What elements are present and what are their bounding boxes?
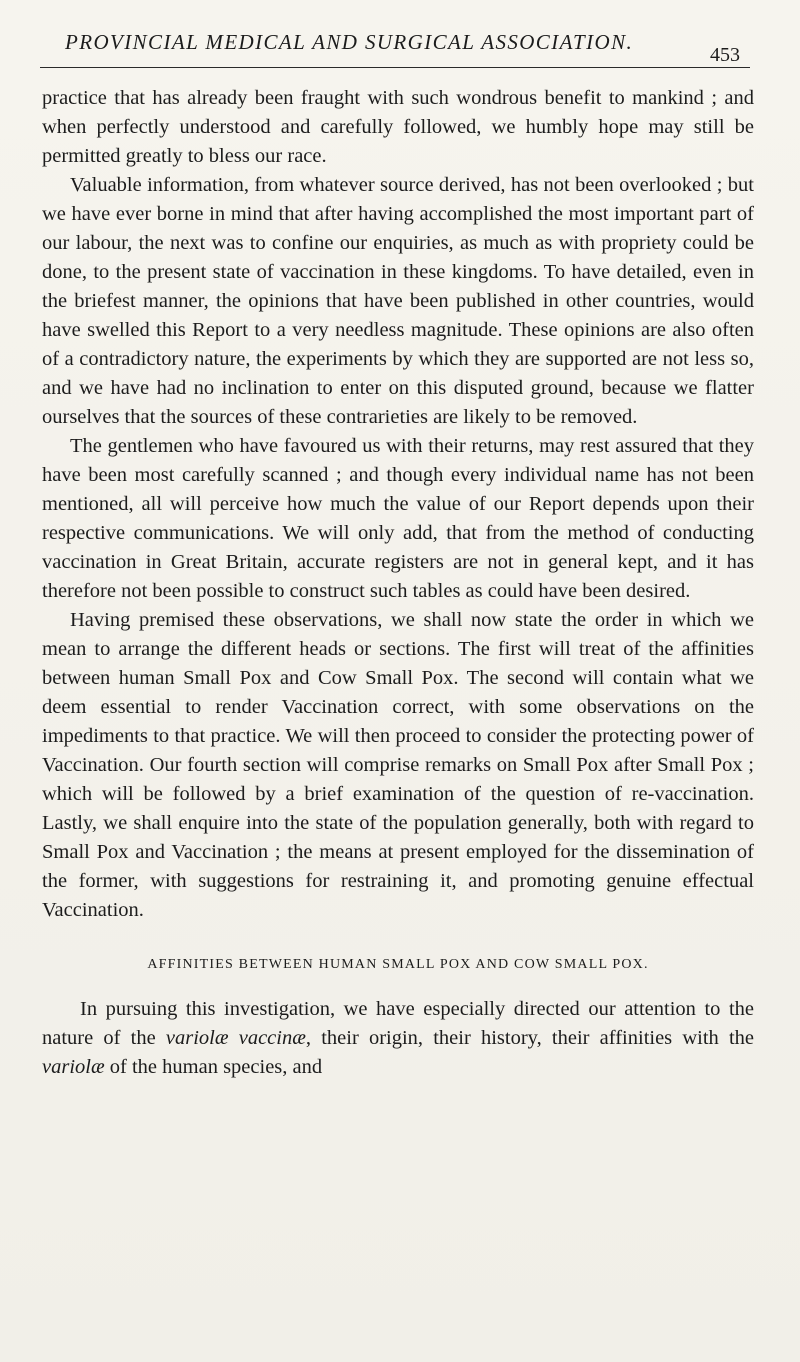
paragraph-valuable-information: Valuable information, from whatever source derived, has not been overlooked ; but we have ever borne in mind that after having accomplished the most important part of our labour, the next was to confine our enquiries, as much as with propriety could be done, to the present state of vaccination in these kingdoms. To have detailed, even in the briefest manner, the opinions that have been published in other countries, would have swelled this Report to a very needless magnitude. These opinions are also often of a contradictory nature, the experiments by which they are supported are not less so, and we have had no inclination to enter on this disputed ground, because we flatter ourselves that the sources of these contrarieties are likely to be removed. [42,174,754,428]
investigation-text-2: , their origin, their history, their affinities with the [305,1027,755,1049]
header-rule [40,67,750,68]
term-variolae: variolæ [42,1056,105,1078]
term-variolae-vaccinae: variolæ vaccinæ [165,1027,306,1049]
paragraph-continued: practice that has already been fraught with such wondrous benefit to mankind ; and when perfectly understood and carefully followed, we humbly hope may still be permitted greatly to bless our race. [42,87,754,167]
paragraph-investigation [42,995,754,1082]
investigation-text-3: of the human species, and [104,1056,323,1078]
paragraph-gentlemen-returns: The gentlemen who have favoured us with their returns, may rest assured that they have been most carefully scanned ; and though every individual name has not been mentioned, all will perceive how much the value of our Report depends upon their respective communications. We will only add, that from the method of conducting vaccination in Great Britain, accurate registers are not in general kept, and it has therefore not been possible to construct such tables as could have been desired. [42,435,754,602]
page-header [40,30,750,70]
section-heading: AFFINITIES BETWEEN HUMAN SMALL POX AND COW SMALL POX. [147,957,649,972]
body-text [42,84,754,1082]
running-title: PROVINCIAL MEDICAL AND SURGICAL ASSOCIATION. [65,30,634,54]
page-number: 453 [710,44,740,66]
paragraph-sections-outline: Having premised these observations, we shall now state the order in which we mean to arrange the different heads or sections. The first will treat of the affinities between human Small Pox and Cow Small Pox. The second will contain what we deem essential to render Vaccination correct, with some observations on the impediments to that practice. We will then proceed to consider the protecting power of Vaccination. Our fourth section will comprise remarks on Small Pox after Small Pox ; which will be followed by a brief examination of the question of re-vaccination. Lastly, we shall enquire into the state of the population generally, both with regard to Small Pox and Vaccination ; the means at present employed for the dissemination of the former, with suggestions for restraining it, and promoting genuine effectual Vaccination. [42,609,754,921]
investigation-text-1: In pursuing this investigation, we have especially directed our attention to the nature of the [42,998,754,1049]
